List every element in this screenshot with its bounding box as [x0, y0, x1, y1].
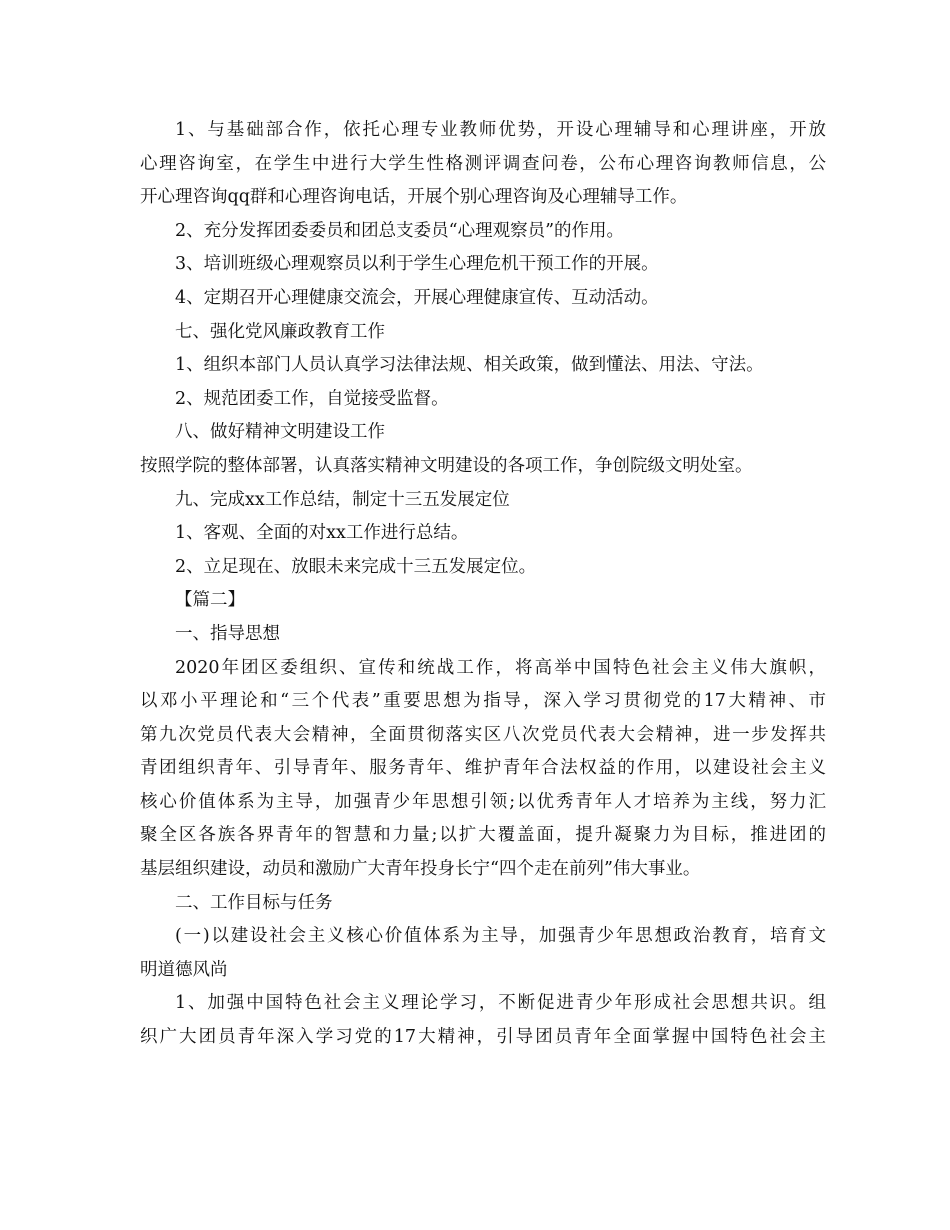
paragraph-line: 基层组织建设，动员和激励广大青年投身长宁“四个走在前列”伟大事业。	[140, 859, 701, 880]
paragraph-line: 核心价值体系为主导，加强青少年思想引领;以优秀青年人才培养为主线，努力汇	[140, 791, 826, 812]
paragraph-line: 按照学院的整体部署，认真落实精神文明建设的各项工作，争创院级文明处室。	[140, 455, 753, 476]
section-heading: 二、工作目标与任务	[175, 892, 333, 913]
paragraph-line: 4、定期召开心理健康交流会，开展心理健康宣传、互动活动。	[175, 287, 659, 308]
paragraph-line: 青团组织青年、引导青年、服务青年、维护青年合法权益的作用，以建设社会主义	[140, 758, 826, 779]
paragraph-line: 开心理咨询qq群和心理咨询电话，开展个别心理咨询及心理辅导工作。	[140, 187, 688, 208]
paragraph-line: 2、充分发挥团委委员和团总支委员“心理观察员”的作用。	[175, 220, 625, 241]
paragraph-line: 2、立足现在、放眼未来完成十三五发展定位。	[175, 556, 537, 577]
paragraph-line: 2020年团区委组织、宣传和统战工作，将高举中国特色社会主义伟大旗帜，	[175, 657, 826, 678]
paragraph-line: 1、客观、全面的对xx工作进行总结。	[175, 523, 469, 544]
paragraph-line: 以邓小平理论和“三个代表”重要思想为指导，深入学习贯彻党的17大精神、市	[140, 691, 826, 712]
paragraph-line: 心理咨询室，在学生中进行大学生性格测评调查问卷，公布心理咨询教师信息，公	[140, 153, 826, 174]
section-heading: 八、做好精神文明建设工作	[175, 422, 385, 443]
paragraph-line: 聚全区各族各界青年的智慧和力量;以扩大覆盖面，提升凝聚力为目标，推进团的	[140, 825, 826, 846]
paragraph-line: (一)以建设社会主义核心价值体系为主导，加强青少年思想政治教育，培育文	[175, 926, 826, 947]
section-heading: 一、指导思想	[175, 623, 280, 644]
paragraph-line: 1、组织本部门人员认真学习法律法规、相关政策，做到懂法、用法、守法。	[175, 355, 764, 376]
paragraph-line: 3、培训班级心理观察员以利于学生心理危机干预工作的开展。	[175, 254, 659, 275]
section-heading: 七、强化党风廉政教育工作	[175, 321, 385, 342]
paragraph-line: 织广大团员青年深入学习党的17大精神，引导团员青年全面掌握中国特色社会主	[140, 1027, 826, 1048]
part-heading: 【篇二】	[175, 590, 245, 611]
section-heading: 九、完成xx工作总结，制定十三五发展定位	[175, 489, 510, 510]
paragraph-line: 2、规范团委工作，自觉接受监督。	[175, 388, 449, 409]
paragraph-line: 1、加强中国特色社会主义理论学习，不断促进青少年形成社会思想共识。组	[175, 993, 826, 1014]
document-body	[140, 114, 826, 1055]
paragraph-line: 1、与基础部合作，依托心理专业教师优势，开设心理辅导和心理讲座，开放	[175, 120, 826, 140]
paragraph-line: 明道德风尚	[140, 959, 228, 980]
paragraph-line: 第九次党员代表大会精神，全面贯彻落实区八次党员代表大会精神，进一步发挥共	[140, 724, 826, 745]
